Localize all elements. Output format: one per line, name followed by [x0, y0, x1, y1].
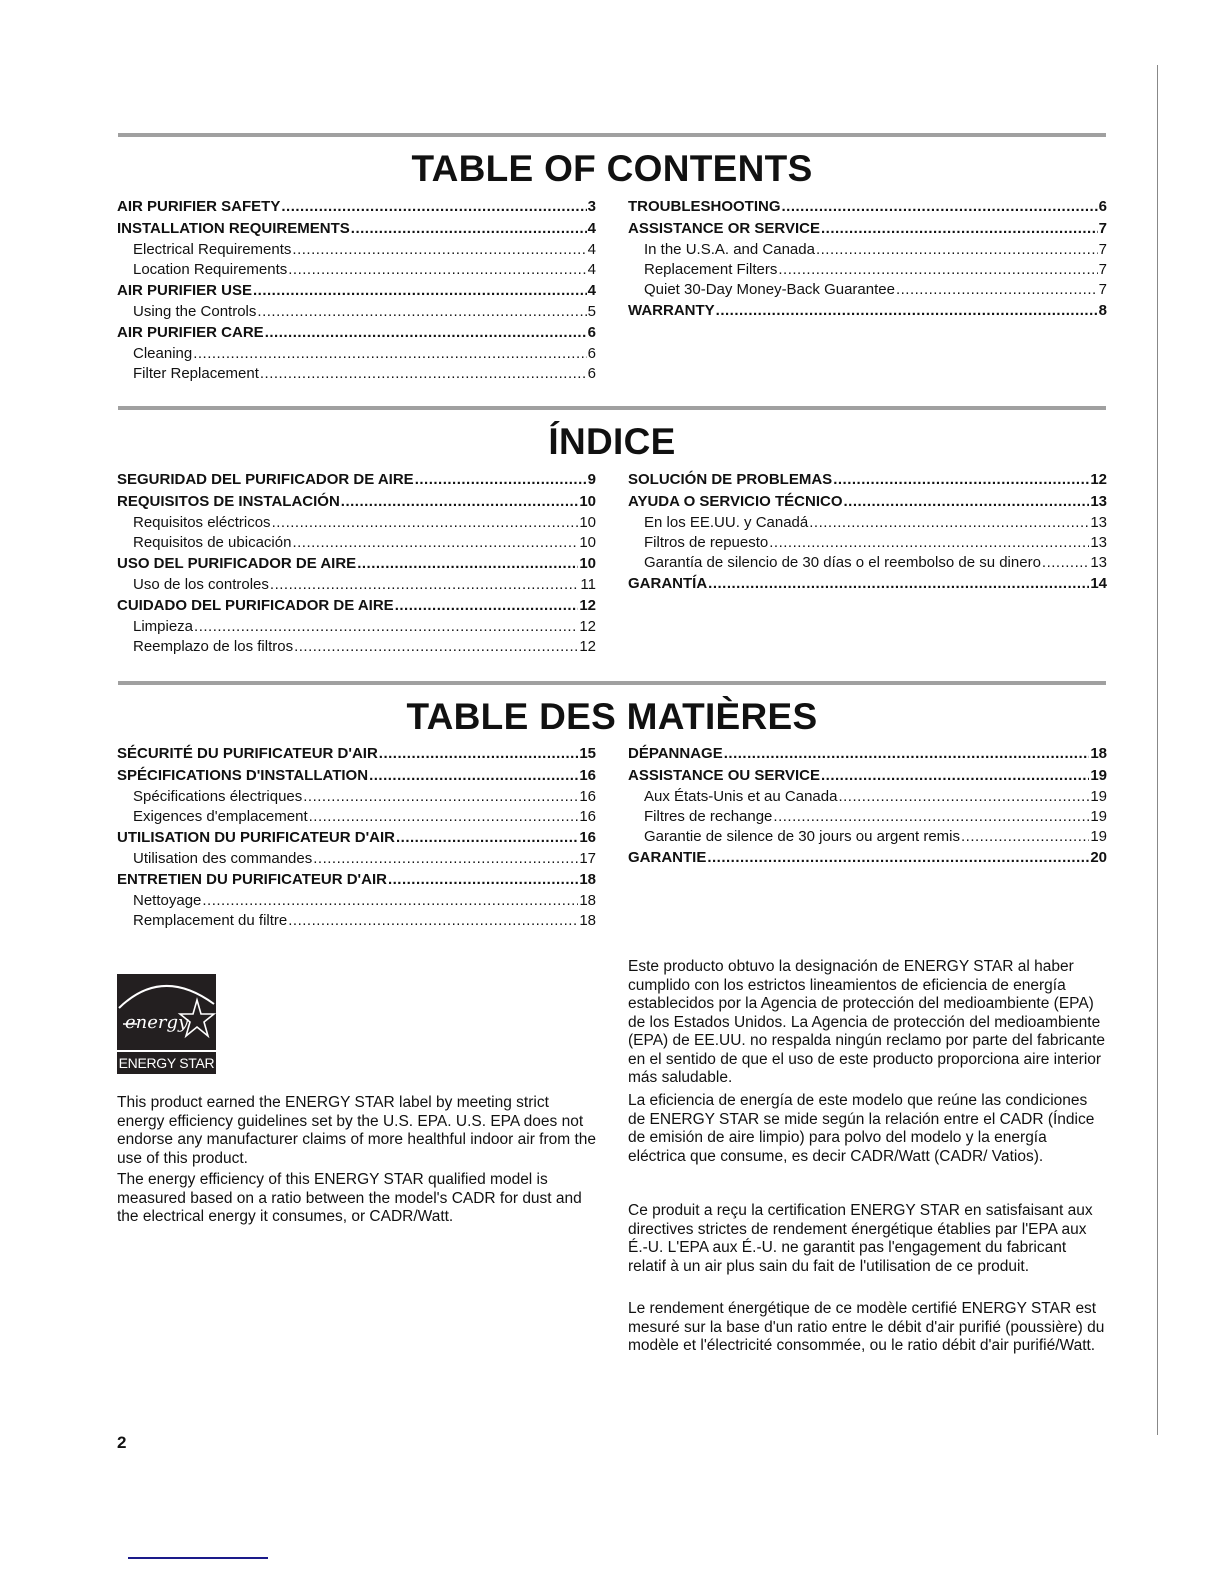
toc-entry[interactable]	[628, 491, 1107, 513]
dot-leader	[395, 595, 579, 617]
toc-entry-page: 12	[579, 618, 596, 635]
toc-entry-label: Electrical Requirements	[133, 241, 292, 258]
dot-leader	[272, 513, 579, 533]
toc-entry-page: 6	[587, 365, 596, 382]
dot-leader	[1042, 553, 1089, 573]
toc-entry-label: REQUISITOS DE INSTALACIÓN	[117, 493, 340, 510]
toc-entry-page: 19	[1090, 808, 1107, 825]
dot-leader	[843, 491, 1089, 513]
dot-leader	[369, 765, 578, 787]
toc-entry-label: ASSISTANCE OR SERVICE	[628, 220, 820, 237]
toc-entry-label: AIR PURIFIER SAFETY	[117, 198, 281, 215]
toc-en-left	[117, 196, 596, 384]
energy-star-icon	[117, 974, 216, 1050]
page-number: 2	[117, 1433, 127, 1452]
toc-entry[interactable]	[117, 196, 596, 218]
toc-subentry[interactable]	[117, 575, 596, 595]
toc-subentry[interactable]	[117, 849, 596, 869]
toc-subentry[interactable]	[117, 637, 596, 657]
toc-entry[interactable]	[628, 573, 1107, 595]
toc-subentry[interactable]	[117, 911, 596, 931]
toc-entry[interactable]	[117, 827, 596, 849]
toc-entry-label: AIR PURIFIER USE	[117, 282, 253, 299]
toc-entry-label: TROUBLESHOOTING	[628, 198, 781, 215]
toc-entry-label: En los EE.UU. y Canadá	[644, 514, 809, 531]
toc-entry-label: GARANTIE	[628, 849, 707, 866]
dot-leader	[388, 869, 578, 891]
toc-subentry[interactable]	[628, 533, 1107, 553]
dot-leader	[292, 533, 578, 553]
toc-entry-label: Filtros de repuesto	[644, 534, 769, 551]
toc-entry-page: 13	[1090, 554, 1107, 571]
toc-subentry[interactable]	[117, 260, 596, 280]
toc-entry-label: Replacement Filters	[644, 261, 778, 278]
heading-table-des-matieres: TABLE DES MATIÈRES	[406, 696, 818, 737]
toc-entry-page: 6	[587, 345, 596, 362]
toc-entry-page: 4	[587, 282, 596, 299]
toc-entry-label: In the U.S.A. and Canada	[644, 241, 815, 258]
toc-es-left	[117, 469, 596, 657]
toc-entry[interactable]	[117, 491, 596, 513]
toc-en-right	[628, 196, 1107, 322]
dot-leader	[288, 911, 578, 931]
toc-entry-page: 9	[587, 471, 596, 488]
dot-leader	[341, 491, 579, 513]
toc-subentry[interactable]	[117, 513, 596, 533]
toc-entry-label: Aux États-Unis et au Canada	[644, 788, 838, 805]
dot-leader	[303, 787, 578, 807]
dot-leader	[708, 573, 1089, 595]
toc-entry-label: Location Requirements	[133, 261, 288, 278]
toc-entry-page: 13	[1090, 514, 1107, 531]
toc-subentry[interactable]	[628, 787, 1107, 807]
section-divider	[118, 406, 1106, 410]
toc-subentry[interactable]	[117, 807, 596, 827]
toc-entry-label: Remplacement du filtre	[133, 912, 288, 929]
toc-entry-page: 19	[1090, 767, 1107, 784]
toc-entry-page: 18	[579, 892, 596, 909]
dot-leader	[260, 364, 587, 384]
toc-entry-page: 7	[1098, 220, 1107, 237]
page-edge-line	[1157, 65, 1158, 1435]
toc-entry-label: DÉPANNAGE	[628, 745, 723, 762]
dot-leader	[716, 300, 1098, 322]
toc-entry-label: Reemplazo de los filtros	[133, 638, 294, 655]
toc-subentry[interactable]	[117, 617, 596, 637]
toc-fr-right	[628, 743, 1107, 869]
dot-leader	[357, 553, 578, 575]
toc-entry-label: CUIDADO DEL PURIFICADOR DE AIRE	[117, 597, 394, 614]
toc-entry-page: 16	[579, 829, 596, 846]
toc-entry-page: 14	[1090, 575, 1107, 592]
toc-entry-label: Nettoyage	[133, 892, 202, 909]
toc-entry-label: Filter Replacement	[133, 365, 259, 382]
toc-entry-page: 10	[579, 534, 596, 551]
toc-entry-page: 12	[1090, 471, 1107, 488]
toc-entry[interactable]	[117, 553, 596, 575]
toc-entry-page: 8	[1098, 302, 1107, 319]
toc-entry[interactable]	[117, 765, 596, 787]
toc-subentry[interactable]	[117, 344, 596, 364]
toc-entry[interactable]	[628, 847, 1107, 869]
toc-subentry[interactable]	[117, 364, 596, 384]
toc-entry-page: 13	[1090, 493, 1107, 510]
toc-entry-page: 4	[587, 220, 596, 237]
toc-entry-label: GARANTÍA	[628, 575, 708, 592]
toc-entry-label: Utilisation des commandes	[133, 850, 313, 867]
dot-leader	[961, 827, 1089, 847]
toc-entry[interactable]	[117, 280, 596, 302]
toc-entry-label: SEGURIDAD DEL PURIFICADOR DE AIRE	[117, 471, 414, 488]
dot-leader	[838, 787, 1089, 807]
dot-leader	[351, 218, 587, 240]
toc-entry-page: 18	[1090, 745, 1107, 762]
toc-entry-page: 10	[579, 555, 596, 572]
toc-entry[interactable]	[117, 322, 596, 344]
toc-entry-page: 5	[587, 303, 596, 320]
toc-entry-label: Filtres de rechange	[644, 808, 773, 825]
dot-leader	[724, 743, 1090, 765]
toc-entry-label: AIR PURIFIER CARE	[117, 324, 264, 341]
dot-leader	[833, 469, 1089, 491]
svg-text:energy: energy	[125, 1012, 189, 1033]
toc-entry-page: 12	[579, 638, 596, 655]
toc-entry-page: 6	[587, 324, 596, 341]
toc-entry-page: 18	[579, 871, 596, 888]
dot-leader	[292, 240, 586, 260]
toc-entry-page: 17	[579, 850, 596, 867]
toc-entry-page: 20	[1090, 849, 1107, 866]
toc-entry-page: 16	[579, 808, 596, 825]
heading-table-of-contents: TABLE OF CONTENTS	[411, 148, 813, 189]
toc-entry[interactable]	[117, 743, 596, 765]
toc-entry-page: 7	[1098, 281, 1107, 298]
toc-entry-page: 13	[1090, 534, 1107, 551]
toc-entry-label: Requisitos de ubicación	[133, 534, 292, 551]
dot-leader	[194, 617, 578, 637]
toc-entry-label: WARRANTY	[628, 302, 715, 319]
toc-entry-page: 11	[580, 576, 596, 593]
toc-entry[interactable]	[628, 765, 1107, 787]
heading-indice: ÍNDICE	[548, 421, 676, 462]
toc-entry[interactable]	[628, 743, 1107, 765]
toc-entry[interactable]	[117, 595, 596, 617]
toc-entry-label: Spécifications électriques	[133, 788, 303, 805]
dot-leader	[809, 513, 1089, 533]
dot-leader	[257, 302, 586, 322]
dot-leader	[202, 891, 578, 911]
dot-leader	[379, 743, 579, 765]
energy-star-en-paragraph-1: This product earned the ENERGY STAR label by meeting strict energy efficiency guidelines set by the U.S. EPA. U.S. EPA does not endorse any manufacturer claims of more healthful indoor air from the use of this product.	[117, 1094, 597, 1167]
toc-entry-label: SOLUCIÓN DE PROBLEMAS	[628, 471, 833, 488]
toc-entry-label: Cleaning	[133, 345, 193, 362]
dot-leader	[707, 847, 1089, 869]
toc-entry-page: 16	[579, 767, 596, 784]
bottom-link-underline	[128, 1557, 268, 1559]
dot-leader	[253, 280, 587, 302]
toc-subentry[interactable]	[628, 807, 1107, 827]
energy-star-en-paragraph-2: The energy efficiency of this ENERGY STAR qualified model is measured based on a ratio between the model's CADR for dust and the electrical energy it consumes, or CADR/Watt.	[117, 1171, 582, 1225]
dot-leader	[778, 260, 1097, 280]
dot-leader	[782, 196, 1098, 218]
dot-leader	[265, 322, 587, 344]
dot-leader	[896, 280, 1098, 300]
toc-entry-label: Limpieza	[133, 618, 194, 635]
toc-entry-page: 4	[587, 241, 596, 258]
dot-leader	[281, 196, 586, 218]
toc-fr-left	[117, 743, 596, 931]
dot-leader	[773, 807, 1089, 827]
energy-star-logo	[117, 974, 216, 1074]
energy-star-fr-paragraph-2: Le rendement énergétique de ce modèle certifié ENERGY STAR est mesuré sur la base d'un ratio entre le débit d'air purifié (poussière) du modèle et l'électricité consommée, ou le ratio débit d'air purifié/Watt.	[628, 1300, 1105, 1354]
dot-leader	[396, 827, 578, 849]
dot-leader	[769, 533, 1089, 553]
section-divider	[118, 133, 1106, 137]
toc-subentry[interactable]	[628, 827, 1107, 847]
toc-entry-page: 4	[587, 261, 596, 278]
toc-subentry[interactable]	[628, 260, 1107, 280]
toc-entry-page: 10	[579, 514, 596, 531]
toc-entry[interactable]	[628, 218, 1107, 240]
toc-subentry[interactable]	[628, 280, 1107, 300]
toc-entry[interactable]	[628, 196, 1107, 218]
toc-entry-label: Garantie de silence de 30 jours ou argent remis	[644, 828, 961, 845]
toc-entry-label: SPÉCIFICATIONS D'INSTALLATION	[117, 767, 369, 784]
toc-subentry[interactable]	[628, 513, 1107, 533]
section-divider	[118, 681, 1106, 685]
toc-entry-label: Uso de los controles	[133, 576, 269, 593]
energy-star-es-paragraph-2: La eficiencia de energía de este modelo que reúne las condiciones de ENERGY STAR se mide según la relación entre el CADR (Índice de emisión de aire limpio) para polvo del modelo y la energía eléctrica que consume, es decir CADR/Watt (CADR/ Vatios).	[628, 1092, 1095, 1165]
toc-subentry[interactable]	[117, 240, 596, 260]
energy-star-fr-paragraph-1: Ce produit a reçu la certification ENERGY STAR en satisfaisant aux directives strictes de rendement énergétique établies par l'EPA aux É.-U. L'EPA aux É.-U. ne garantit pas l'engagement du fabricant relatif à un air plus sain du fait de l'utilisation de ce produit.	[628, 1202, 1093, 1275]
toc-entry-label: Requisitos eléctricos	[133, 514, 271, 531]
toc-entry-label: Using the Controls	[133, 303, 257, 320]
toc-entry[interactable]	[117, 869, 596, 891]
dot-leader	[193, 344, 586, 364]
toc-entry-page: 6	[1098, 198, 1107, 215]
toc-entry-page: 3	[587, 198, 596, 215]
dot-leader	[821, 218, 1098, 240]
toc-entry-page: 19	[1090, 828, 1107, 845]
energy-star-label: ENERGY STAR	[117, 1052, 216, 1074]
toc-subentry[interactable]	[117, 891, 596, 911]
toc-entry-page: 7	[1098, 261, 1107, 278]
toc-subentry[interactable]	[117, 302, 596, 322]
toc-entry-label: SÉCURITÉ DU PURIFICATEUR D'AIR	[117, 745, 378, 762]
dot-leader	[294, 637, 578, 657]
dot-leader	[313, 849, 578, 869]
toc-entry-page: 15	[579, 745, 596, 762]
toc-entry[interactable]	[628, 300, 1107, 322]
toc-subentry[interactable]	[628, 240, 1107, 260]
dot-leader	[821, 765, 1089, 787]
energy-star-es-paragraph-1: Este producto obtuvo la designación de ENERGY STAR al haber cumplido con los estrictos lineamientos de eficiencia de energía establecidos por la Agencia de protección del medioambiente (EPA) de los Estados Unidos. La Agencia de protección del medioambiente (EPA) de EE.UU. no respalda ningún reclamo por parte del fabricante en el sentido de que el uso de este producto proporciona aire interior más saludable.	[628, 958, 1106, 1086]
toc-entry-label: ASSISTANCE OU SERVICE	[628, 767, 820, 784]
toc-entry-page: 10	[579, 493, 596, 510]
toc-entry-label: AYUDA O SERVICIO TÉCNICO	[628, 493, 843, 510]
toc-entry-label: ENTRETIEN DU PURIFICATEUR D'AIR	[117, 871, 387, 888]
dot-leader	[415, 469, 587, 491]
toc-subentry[interactable]	[628, 553, 1107, 573]
toc-entry-page: 16	[579, 788, 596, 805]
toc-entry-label: UTILISATION DU PURIFICATEUR D'AIR	[117, 829, 395, 846]
toc-entry-label: Garantía de silencio de 30 días o el reembolso de su dinero	[644, 554, 1041, 571]
toc-entry-page: 18	[579, 912, 596, 929]
toc-entry-label: Quiet 30-Day Money-Back Guarantee	[644, 281, 895, 298]
dot-leader	[288, 260, 586, 280]
toc-entry-page: 7	[1098, 241, 1107, 258]
toc-entry-label: Exigences d'emplacement	[133, 808, 308, 825]
toc-entry[interactable]	[117, 469, 596, 491]
toc-subentry[interactable]	[117, 533, 596, 553]
toc-entry-page: 12	[579, 597, 596, 614]
toc-subentry[interactable]	[117, 787, 596, 807]
toc-es-right	[628, 469, 1107, 595]
toc-entry[interactable]	[117, 218, 596, 240]
toc-entry-label: INSTALLATION REQUIREMENTS	[117, 220, 350, 237]
toc-entry-page: 19	[1090, 788, 1107, 805]
dot-leader	[270, 575, 580, 595]
toc-entry-label: USO DEL PURIFICADOR DE AIRE	[117, 555, 357, 572]
dot-leader	[816, 240, 1098, 260]
dot-leader	[309, 807, 579, 827]
toc-entry[interactable]	[628, 469, 1107, 491]
